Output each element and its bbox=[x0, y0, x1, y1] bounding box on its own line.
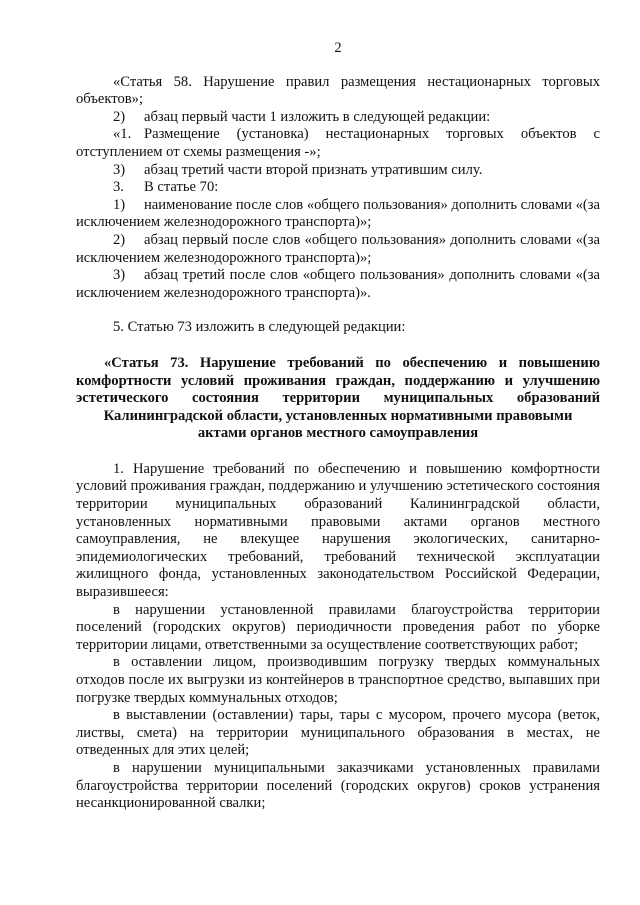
article73-intro: 5. Статью 73 изложить в следующей редакции: bbox=[113, 319, 406, 336]
item-text: абзац третий части второй признать утратившим силу. bbox=[144, 161, 483, 178]
item-number: 2) bbox=[113, 108, 126, 125]
spacer bbox=[76, 302, 600, 319]
item-text: абзац первый части 1 изложить в следующей редакции: bbox=[144, 108, 491, 125]
item-text: Размещение (установка) нестационарных торговых объектов с отступлением от схемы размещения -»; bbox=[76, 126, 600, 160]
article73-title-last: актами органов местного самоуправления bbox=[197, 425, 479, 442]
amendment-item bbox=[76, 267, 600, 302]
item-number: 3. bbox=[113, 179, 124, 196]
article73-title bbox=[76, 355, 600, 443]
item-text: абзац первый после слов «общего пользования» дополнить словами «(за исключением железнодорожного транспорта)»; bbox=[76, 231, 600, 266]
item-number: 3) bbox=[113, 161, 126, 178]
clause-item: в оставлении лицом, производившим погрузку твердых коммунальных отходов после их выгрузки из контейнеров в транспортное средство, выпавших при погрузке твердых коммунальных отходов; bbox=[76, 654, 600, 706]
spacer bbox=[76, 443, 600, 461]
spacer bbox=[76, 337, 600, 355]
clause-item: в нарушении установленной правилами благоустройства территории поселений (городских округов) периодичности проведения работ по уборке территории лицами, ответственными за осуществление соответствующих работ; bbox=[76, 601, 600, 653]
clause-item: в нарушении муниципальными заказчиками установленных правилами благоустройства территории поселений (городских округов) сроков устранения несанкционированной свалки; bbox=[76, 759, 600, 812]
page-number: 2 bbox=[334, 40, 342, 56]
amendment-item bbox=[76, 109, 600, 127]
item-text: абзац третий после слов «общего пользования» дополнить словами «(за исключением железнодорожного транспорта)». bbox=[76, 267, 600, 301]
item-number: «1. bbox=[113, 126, 132, 143]
item-number: 2) bbox=[113, 231, 126, 248]
item-text: В статье 70: bbox=[144, 179, 219, 196]
amendment-item bbox=[76, 232, 600, 267]
amendment-item bbox=[76, 162, 600, 180]
amendment-item bbox=[76, 126, 600, 161]
amendment-item bbox=[76, 197, 600, 232]
item-number: 1) bbox=[113, 196, 126, 213]
article73-title-main: «Статья 73. Нарушение требований по обеспечению и повышению комфортности условий проживания граждан, поддержанию и улучшению эстетического состояния территории муниципальных образований Калининградской области, установленных нормативными правовыми bbox=[76, 354, 600, 424]
article73-paragraph-1: 1. Нарушение требований по обеспечению и повышению комфортности условий проживания граждан, поддержанию и улучшению эстетического состояния территории муниципальных образований Калининградской области, установленных нормативными правовыми актами органов местного самоуправления, не влекущее нарушения экологических, санитарно-эпидемиологических требований, требований технической эксплуатации жилищного фонда, установленных законодательством Российской Федерации, выразившееся: bbox=[76, 460, 600, 601]
article58-heading: «Статья 58. Нарушение правил размещения нестационарных торговых объектов»; bbox=[76, 73, 600, 108]
amendment-item bbox=[76, 179, 600, 197]
item-text: наименование после слов «общего пользования» дополнить словами «(за исключением железнодорожного транспорта)»; bbox=[76, 196, 600, 231]
clause-item: в выставлении (оставлении) тары, тары с мусором, прочего мусора (веток, листвы, смета) на территории муниципального образования в местах, не отведенных для этих целей; bbox=[76, 707, 600, 759]
item-number: 3) bbox=[113, 267, 126, 284]
